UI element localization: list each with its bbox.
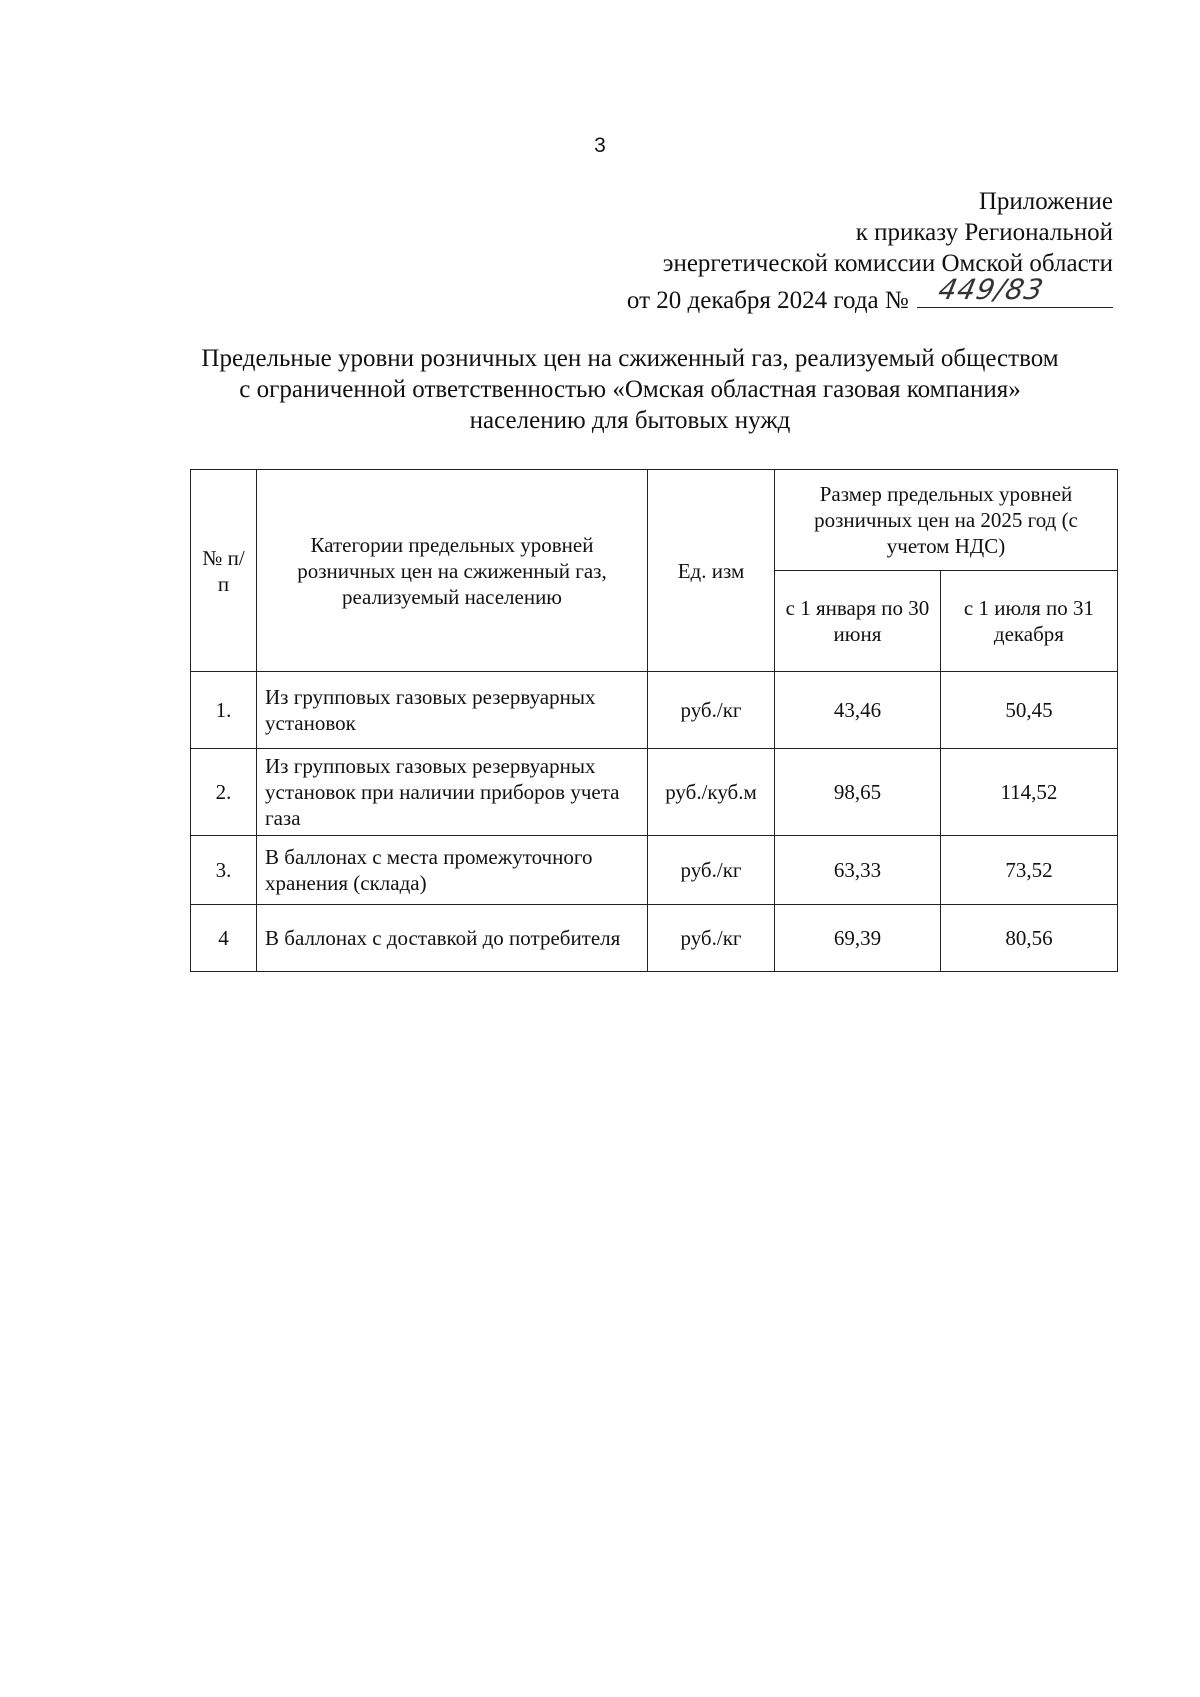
table-row xyxy=(191,672,1118,749)
header-num: № п/п xyxy=(191,470,257,672)
header-unit: Ед. изм xyxy=(648,470,775,672)
row-unit: руб./кг xyxy=(648,672,775,749)
row-num: 1. xyxy=(191,672,257,749)
row-num: 3. xyxy=(191,836,257,905)
appendix-order-date-line xyxy=(626,273,1113,316)
row-unit: руб./куб.м xyxy=(648,749,775,836)
row-price-2: 50,45 xyxy=(940,672,1117,749)
table-row xyxy=(191,905,1118,972)
row-price-1: 63,33 xyxy=(775,836,941,905)
row-price-1: 98,65 xyxy=(775,749,941,836)
appendix-order-ref: к приказу Региональной xyxy=(855,219,1113,246)
document-title-line-1: Предельные уровни розничных цен на сжиженный газ, реализуемый обществом xyxy=(201,345,1059,372)
price-table xyxy=(190,469,1118,972)
page-number: 3 xyxy=(594,134,606,157)
row-price-2: 73,52 xyxy=(940,836,1117,905)
document-title-line-3: населению для бытовых нужд xyxy=(469,407,791,434)
document-title xyxy=(150,343,1110,436)
row-unit: руб./кг xyxy=(648,836,775,905)
appendix-header xyxy=(627,186,1113,316)
row-price-1: 43,46 xyxy=(775,672,941,749)
row-category: Из групповых газовых резервуарных установок xyxy=(257,672,648,749)
row-category: В баллонах с доставкой до потребителя xyxy=(257,905,648,972)
row-price-2: 80,56 xyxy=(940,905,1117,972)
row-unit: руб./кг xyxy=(648,905,775,972)
row-price-2: 114,52 xyxy=(940,749,1117,836)
order-number-field xyxy=(917,273,1113,308)
row-category: Из групповых газовых резервуарных установок при наличии приборов учета газа xyxy=(257,749,648,836)
row-num: 2. xyxy=(191,749,257,836)
document-title-line-2: с ограниченной ответственностью «Омская областная газовая компания» xyxy=(239,376,1021,403)
row-price-1: 69,39 xyxy=(775,905,941,972)
header-period-1: с 1 января по 30 июня xyxy=(775,571,941,672)
appendix-title: Приложение xyxy=(978,188,1113,215)
order-number-handwritten: 449/83 xyxy=(935,273,1048,306)
table-row xyxy=(191,836,1118,905)
header-period-2: с 1 июля по 31 декабря xyxy=(940,571,1117,672)
header-price-group: Размер предельных уровней розничных цен на 2025 год (с учетом НДС) xyxy=(775,470,1118,571)
table-row xyxy=(191,749,1118,836)
row-num: 4 xyxy=(191,905,257,972)
appendix-order-date: от 20 декабря 2024 года № xyxy=(626,287,909,314)
row-category: В баллонах с места промежуточного хранения (склада) xyxy=(257,836,648,905)
header-category: Категории предельных уровней розничных цен на сжиженный газ, реализуемый населению xyxy=(257,470,648,672)
table-header-row xyxy=(191,470,1118,571)
appendix-commission: энергетической комиссии Омской области xyxy=(662,250,1113,277)
